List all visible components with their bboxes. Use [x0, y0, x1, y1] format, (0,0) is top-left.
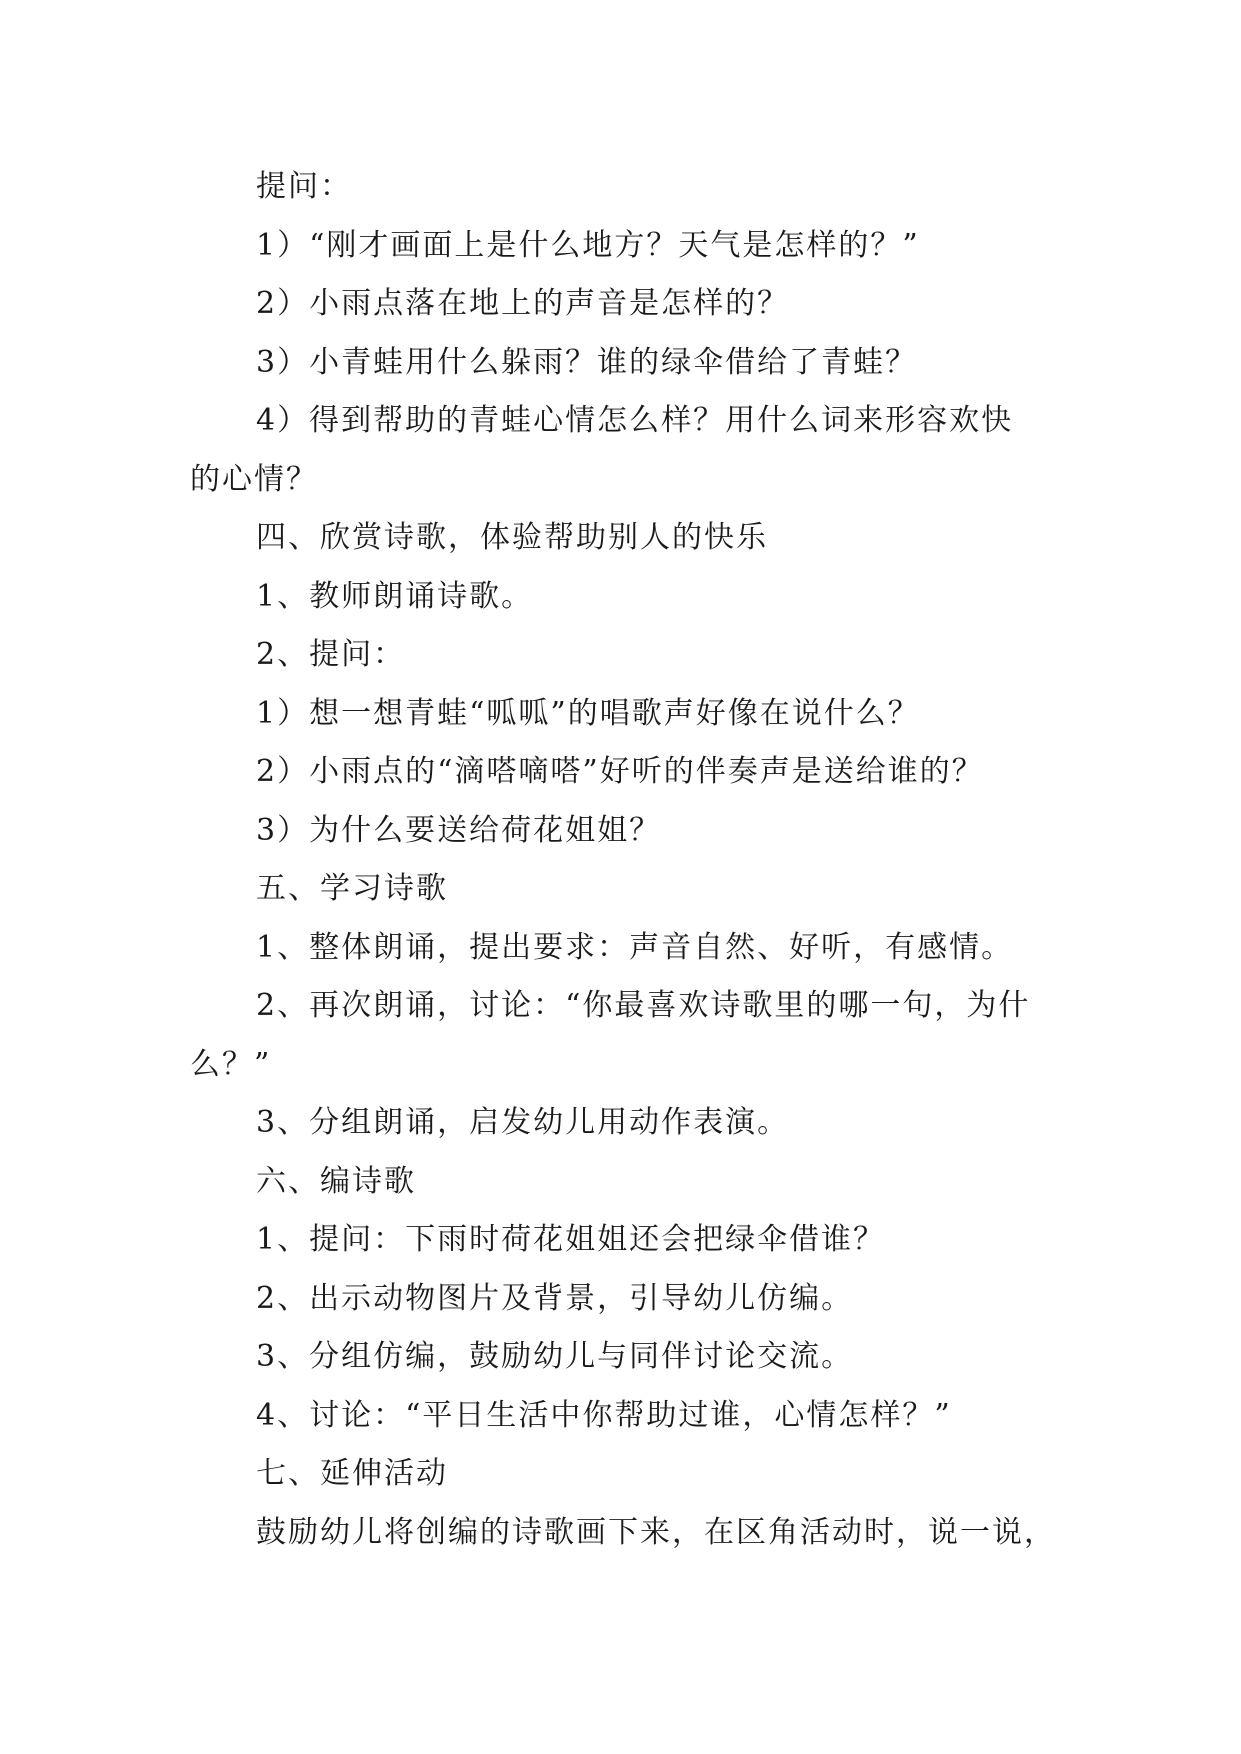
paragraph-line: 2）小雨点落在地上的声音是怎样的？	[256, 286, 790, 321]
paragraph-line: 2、提问：	[256, 637, 406, 672]
section-heading: 六、编诗歌	[256, 1163, 416, 1199]
paragraph-line: 的心情？	[190, 461, 318, 497]
section-heading: 七、延伸活动	[256, 1456, 448, 1491]
section-heading: 五、学习诗歌	[256, 871, 448, 906]
paragraph-line: 1、教师朗诵诗歌。	[256, 578, 534, 614]
paragraph-line: 鼓励幼儿将创编的诗歌画下来，在区角活动时，说一说，	[256, 1514, 1056, 1550]
paragraph-line: 1）“刚才画面上是什么地方？天气是怎样的？”	[256, 227, 920, 263]
paragraph-line: 3、分组仿编，鼓励幼儿与同伴讨论交流。	[256, 1339, 854, 1374]
paragraph-line: 1、提问：下雨时荷花姐姐还会把绿伞借谁？	[256, 1222, 886, 1257]
paragraph-line: 3、分组朗诵，启发幼儿用动作表演。	[256, 1105, 790, 1140]
paragraph-line: 1）想一想青蛙“呱呱”的唱歌声好像在说什么？	[256, 695, 920, 731]
paragraph-line: 3）为什么要送给荷花姐姐？	[256, 812, 662, 848]
paragraph-line: 4、讨论：“平日生活中你帮助过谁，心情怎样？”	[256, 1397, 952, 1433]
paragraph-line: 2、出示动物图片及背景，引导幼儿仿编。	[256, 1280, 854, 1316]
section-heading: 四、欣赏诗歌，体验帮助别人的快乐	[256, 520, 768, 555]
paragraph-line: 提问：	[256, 169, 352, 204]
paragraph-line: 么？”	[190, 1046, 272, 1082]
paragraph-line: 2）小雨点的“滴嗒嘀嗒”好听的伴奏声是送给谁的？	[256, 754, 984, 789]
paragraph-line: 4）得到帮助的青蛙心情怎么样？用什么词来形容欢快	[256, 403, 1014, 438]
document-body	[190, 158, 1056, 1562]
paragraph-line: 3）小青蛙用什么躲雨？谁的绿伞借给了青蛙？	[256, 344, 918, 380]
paragraph-line: 2、再次朗诵，讨论：“你最喜欢诗歌里的哪一句，为什	[256, 988, 1031, 1023]
paragraph-line: 1、整体朗诵，提出要求：声音自然、好听，有感情。	[256, 929, 1014, 965]
